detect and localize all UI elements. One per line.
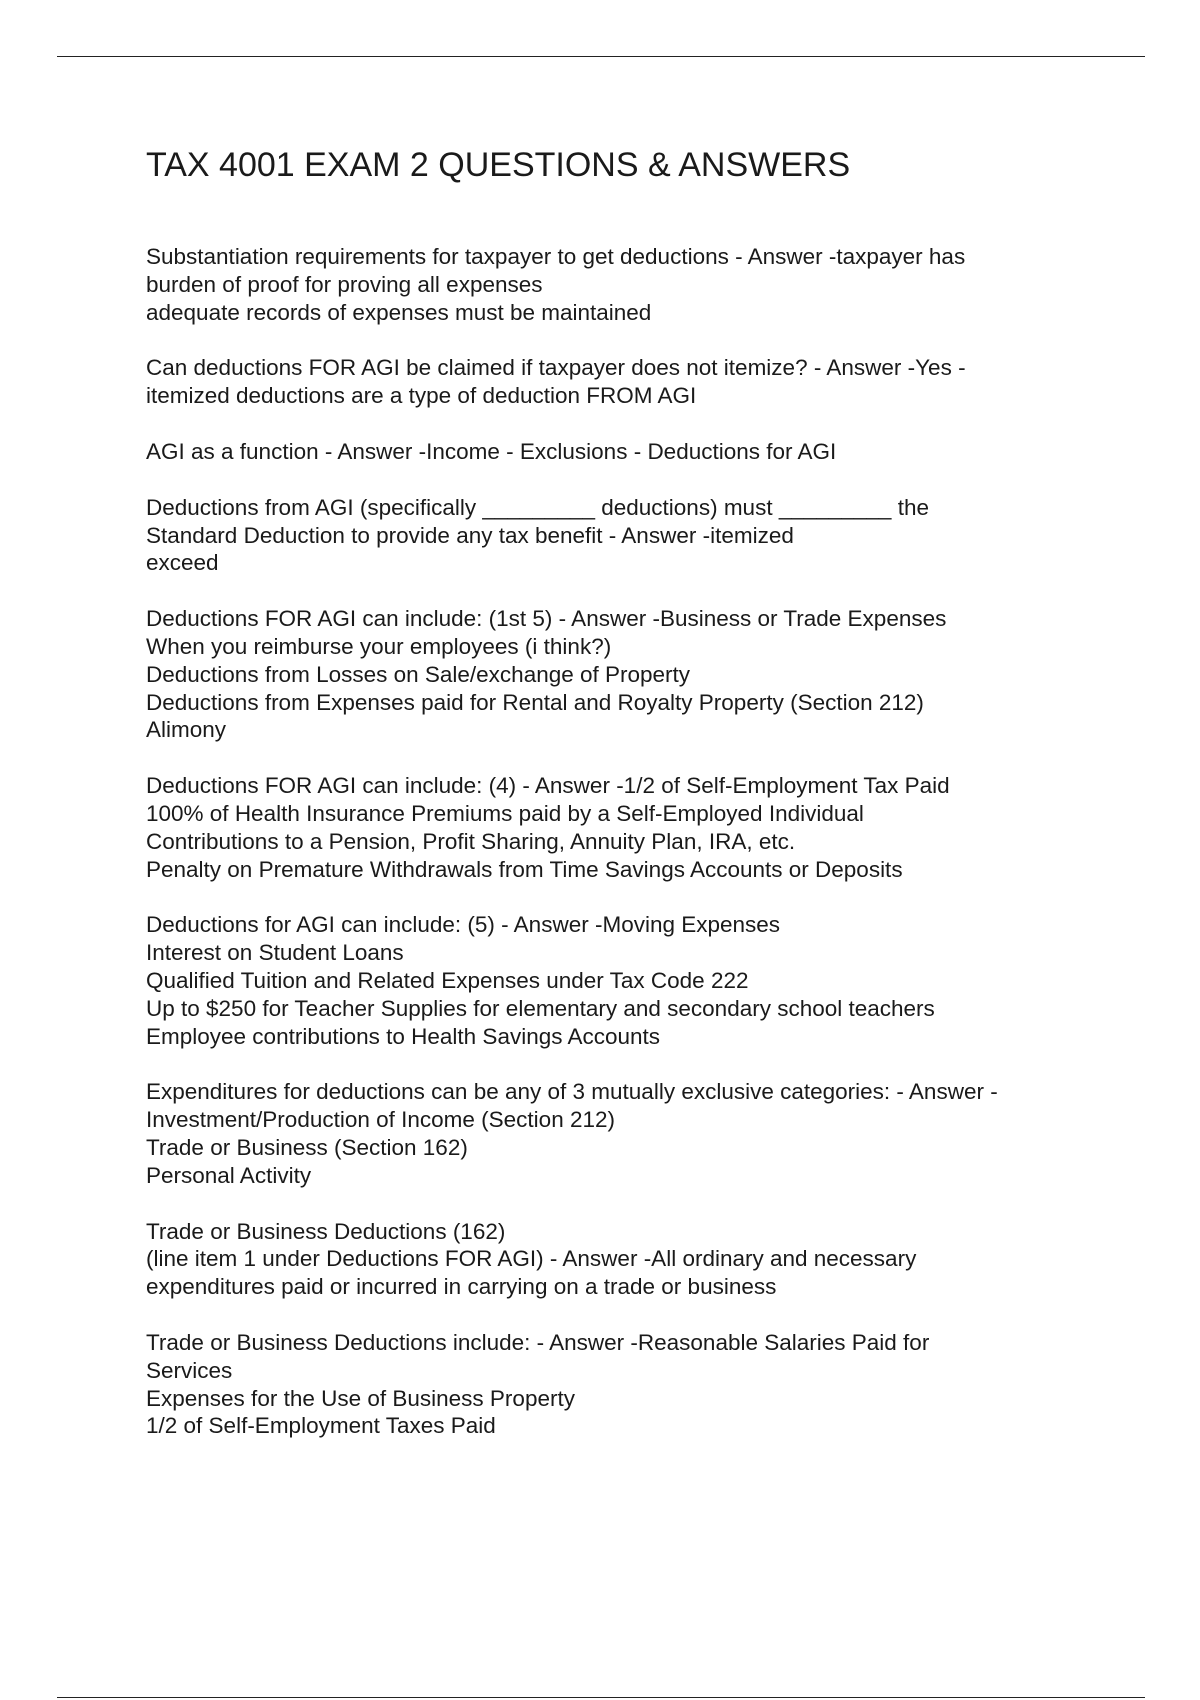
qa-line: AGI as a function - Answer -Income - Exclusions - Deductions for AGI <box>146 438 837 464</box>
qa-item <box>146 1078 1096 1189</box>
qa-line: Deductions from Expenses paid for Rental and Royalty Property (Section 212) <box>146 689 924 715</box>
qa-list <box>146 243 1096 1468</box>
qa-line: Trade or Business (Section 162) <box>146 1134 468 1160</box>
qa-line: Expenditures for deductions can be any of 3 mutually exclusive categories: - Answer - <box>146 1079 998 1105</box>
qa-item <box>146 438 1096 466</box>
qa-line: Standard Deduction to provide any tax benefit - Answer -itemized <box>146 522 794 548</box>
qa-line: Penalty on Premature Withdrawals from Time Savings Accounts or Deposits <box>146 856 903 882</box>
qa-line: expenditures paid or incurred in carrying on a trade or business <box>146 1274 777 1300</box>
qa-line: exceed <box>146 550 219 576</box>
qa-item <box>146 494 1096 577</box>
qa-line: When you reimburse your employees (i think?) <box>146 633 612 659</box>
qa-item <box>146 772 1096 883</box>
qa-item <box>146 605 1096 744</box>
qa-line: burden of proof for proving all expenses <box>146 271 543 297</box>
qa-item <box>146 243 1096 326</box>
qa-line: Qualified Tuition and Related Expenses under Tax Code 222 <box>146 967 749 993</box>
qa-line: Deductions from Losses on Sale/exchange of Property <box>146 661 691 687</box>
qa-line: Up to $250 for Teacher Supplies for elementary and secondary school teachers <box>146 995 935 1021</box>
qa-line: Substantiation requirements for taxpayer to get deductions - Answer -taxpayer has <box>146 244 966 269</box>
qa-line: Trade or Business Deductions (162) <box>146 1218 506 1244</box>
qa-item <box>146 1218 1096 1301</box>
qa-line: Deductions for AGI can include: (5) - Answer -Moving Expenses <box>146 912 781 938</box>
qa-line: Expenses for the Use of Business Property <box>146 1385 575 1411</box>
qa-line: Alimony <box>146 717 227 743</box>
qa-line: Personal Activity <box>146 1162 312 1188</box>
qa-line: Services <box>146 1357 233 1383</box>
qa-line: Employee contributions to Health Savings Accounts <box>146 1023 661 1049</box>
qa-item <box>146 354 1096 410</box>
qa-line: Deductions FOR AGI can include: (4) - Answer -1/2 of Self-Employment Tax Paid <box>146 773 950 799</box>
top-divider <box>57 56 1145 57</box>
qa-line: adequate records of expenses must be maintained <box>146 299 652 325</box>
qa-line: Trade or Business Deductions include: - Answer -Reasonable Salaries Paid for <box>146 1329 930 1355</box>
qa-line: itemized deductions are a type of deduction FROM AGI <box>146 383 697 409</box>
qa-item <box>146 911 1096 1050</box>
qa-line: Interest on Student Loans <box>146 940 404 966</box>
qa-item <box>146 1329 1096 1440</box>
qa-line: Contributions to a Pension, Profit Sharing, Annuity Plan, IRA, etc. <box>146 828 796 854</box>
bottom-divider <box>57 1697 1145 1698</box>
qa-line: Investment/Production of Income (Section 212) <box>146 1107 615 1133</box>
qa-line: Can deductions FOR AGI be claimed if taxpayer does not itemize? - Answer -Yes - <box>146 355 966 381</box>
qa-line: 100% of Health Insurance Premiums paid by a Self-Employed Individual <box>146 800 864 826</box>
qa-line: Deductions from AGI (specifically _________ deductions) must _________ the <box>146 494 929 520</box>
page-title: TAX 4001 EXAM 2 QUESTIONS & ANSWERS <box>146 146 851 184</box>
qa-line: (line item 1 under Deductions FOR AGI) - Answer -All ordinary and necessary <box>146 1246 917 1272</box>
qa-line: 1/2 of Self-Employment Taxes Paid <box>146 1413 496 1439</box>
qa-line: Deductions FOR AGI can include: (1st 5) - Answer -Business or Trade Expenses <box>146 606 947 632</box>
